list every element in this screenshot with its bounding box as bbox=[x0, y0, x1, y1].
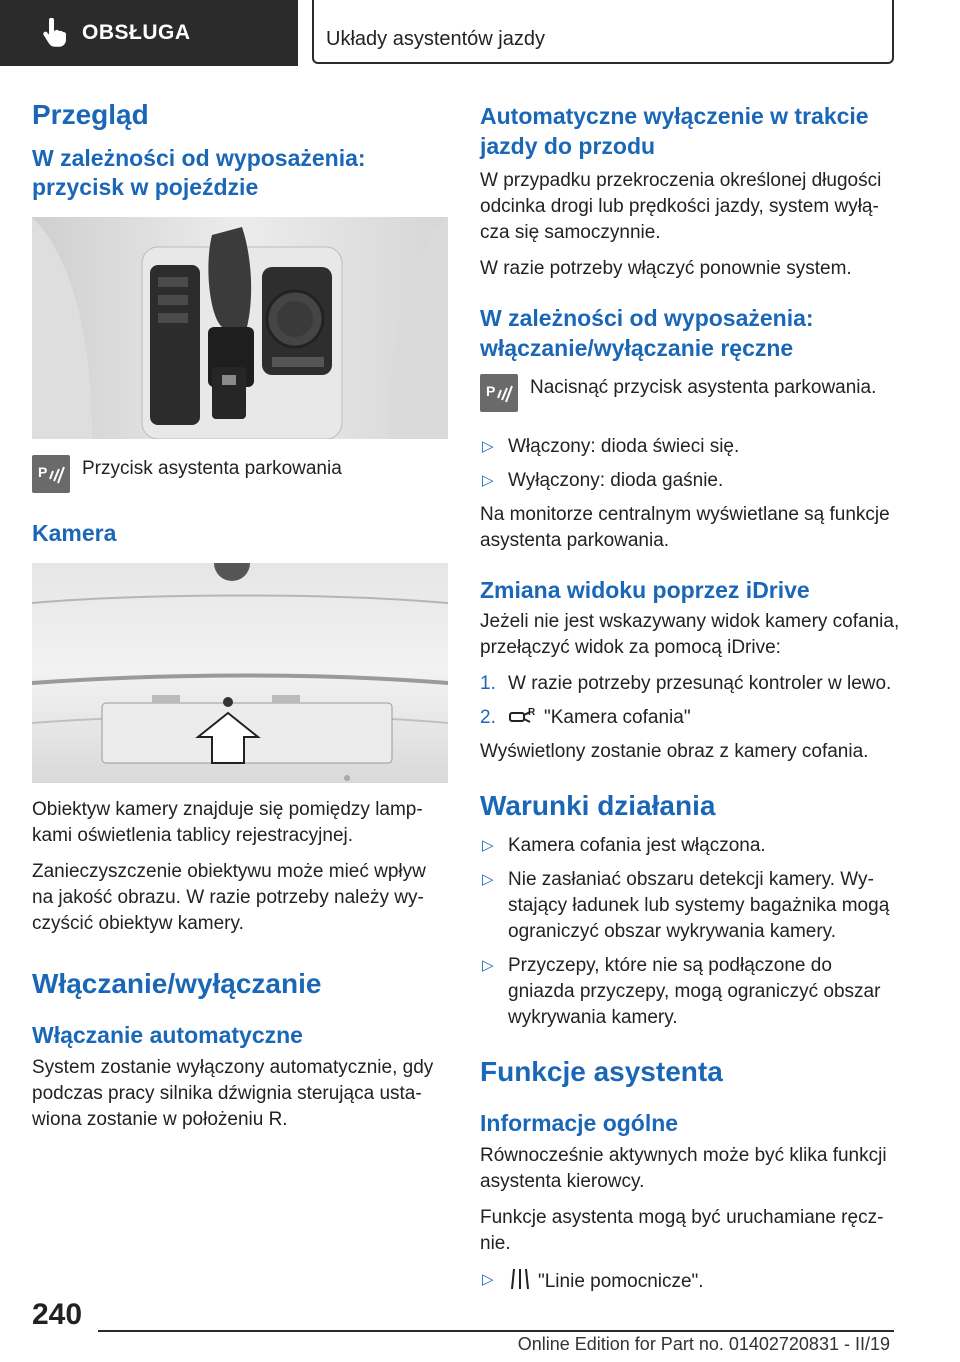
svg-text:R: R bbox=[528, 707, 536, 719]
subheading-auto-off: Automatyczne wyłączenie w trakcie jazdy do przodu bbox=[480, 103, 869, 159]
section-tab bbox=[0, 0, 298, 66]
right-column bbox=[480, 98, 900, 1303]
auto-off-paragraph-1: W przypadku przekroczenia określonej długości odcinka drogi lub prędkości jazdy, system wyłącza się samoczynnie. bbox=[480, 169, 882, 243]
auto-off-paragraph-2: W razie potrzeby włączyć ponownie system. bbox=[480, 257, 852, 279]
console-photo bbox=[32, 217, 448, 439]
parking-button-caption-row bbox=[32, 455, 448, 493]
subheading-camera: Kamera bbox=[32, 520, 117, 547]
subheading-general: Informacje ogólne bbox=[480, 1109, 679, 1136]
heading-conditions: Warunki działania bbox=[480, 790, 716, 822]
general-paragraph-2: Funkcje asystenta mogą być uruchamiane ręcznie. bbox=[480, 1206, 884, 1254]
subheading-manual: W zależności od wyposażenia: włączanie/wyłączanie ręczne bbox=[480, 304, 814, 361]
gear-console-illustration bbox=[32, 217, 448, 439]
camera-paragraph-2: Zanieczyszczenie obiektywu może mieć wpływ na jakość obrazu. W razie potrzeby należy wyczyścić obiektyw kamery. bbox=[32, 861, 426, 935]
conditions-list bbox=[480, 833, 900, 1031]
chapter-title: Układy asystentów jazdy bbox=[326, 28, 545, 50]
heading-functions: Funkcje asystenta bbox=[480, 1056, 723, 1088]
rear-camera-illustration bbox=[32, 563, 448, 783]
idrive-result: Wyświetlony zostanie obraz z kamery cofania. bbox=[480, 741, 869, 763]
rear-camera-icon bbox=[508, 705, 538, 727]
left-column bbox=[32, 98, 448, 1143]
triangle-bullet-icon: ▷ bbox=[482, 471, 494, 489]
triangle-bullet-icon: ▷ bbox=[482, 437, 494, 455]
manual-paragraph: Na monitorze centralnym wyświetlane są funkcje asystenta parkowania. bbox=[480, 503, 890, 551]
manual-bullet-list bbox=[480, 434, 900, 494]
list-item: ▷ "Linie pomocnicze". bbox=[480, 1267, 900, 1295]
list-item: 1. W razie potrzeby przesunąć kontroler w lewo. bbox=[480, 673, 892, 695]
list-item: 2. R "Kamera cofania" bbox=[480, 707, 691, 729]
parking-assistant-icon bbox=[480, 374, 518, 412]
list-item: ▷ Nie zasłaniać obszaru detekcji kamery. Wystający ładunek lub systemy bagażnika mogą ograniczyć obszar wykrywania kamery. bbox=[482, 869, 890, 943]
parking-button-caption: Przycisk asystenta parkowania bbox=[82, 458, 342, 480]
subheading-button: W zależności od wyposażenia: przycisk w pojeździe bbox=[32, 144, 366, 201]
list-item: ▷ Włączony: dioda świeci się. bbox=[480, 434, 900, 460]
auto-on-paragraph: System zostanie wyłączony automatycznie, gdy podczas pracy silnika dźwignia sterująca ustawiona zostanie w położeniu R. bbox=[32, 1056, 434, 1130]
subheading-idrive: Zmiana widoku poprzez iDrive bbox=[480, 576, 810, 603]
triangle-bullet-icon: ▷ bbox=[482, 957, 494, 975]
list-item: ▷ Kamera cofania jest włączona. bbox=[480, 833, 900, 859]
list-item: ▷ Wyłączony: dioda gaśnie. bbox=[480, 468, 900, 494]
subheading-auto-on: Włączanie automatyczne bbox=[32, 1021, 303, 1048]
idrive-paragraph: Jeżeli nie jest wskazywany widok kamery cofania, przełączyć widok za pomocą iDrive: bbox=[480, 611, 900, 659]
hand-pointer-icon bbox=[40, 18, 68, 48]
parking-assistant-icon bbox=[32, 455, 70, 493]
camera-paragraph-1: Obiektyw kamery znajduje się pomiędzy lampkami oświetlenia tablicy rejestracyjnej. bbox=[32, 799, 423, 847]
page-number: 240 bbox=[32, 1298, 83, 1331]
triangle-bullet-icon: ▷ bbox=[482, 871, 494, 889]
svg-text:P: P bbox=[486, 382, 496, 399]
footer-divider bbox=[98, 1330, 894, 1332]
guide-lines-icon bbox=[508, 1267, 532, 1291]
section-label: OBSŁUGA bbox=[82, 21, 191, 44]
triangle-bullet-icon: ▷ bbox=[482, 837, 494, 855]
manual-icon-row bbox=[480, 374, 900, 412]
list-item: ▷ Przyczepy, które nie są podłączone do gniazda przyczepy, mogą ograniczyć obszar wykrywania kamery. bbox=[482, 955, 881, 1029]
chapter-header bbox=[312, 0, 894, 64]
idrive-steps bbox=[480, 671, 900, 731]
svg-text:P: P bbox=[38, 464, 48, 481]
heading-on-off: Włączanie/wyłączanie bbox=[32, 968, 322, 1000]
functions-list bbox=[480, 1267, 900, 1295]
edition-note: Online Edition for Part no. 01402720831 - II/19 bbox=[517, 1334, 890, 1354]
heading-overview: Przegląd bbox=[32, 99, 149, 130]
general-paragraph-1: Równocześnie aktywnych może być klika funkcji asystenta kierowcy. bbox=[480, 1144, 887, 1192]
triangle-bullet-icon: ▷ bbox=[482, 1270, 494, 1288]
manual-icon-text: Nacisnąć przycisk asystenta parkowania. bbox=[530, 376, 877, 398]
camera-photo bbox=[32, 563, 448, 783]
